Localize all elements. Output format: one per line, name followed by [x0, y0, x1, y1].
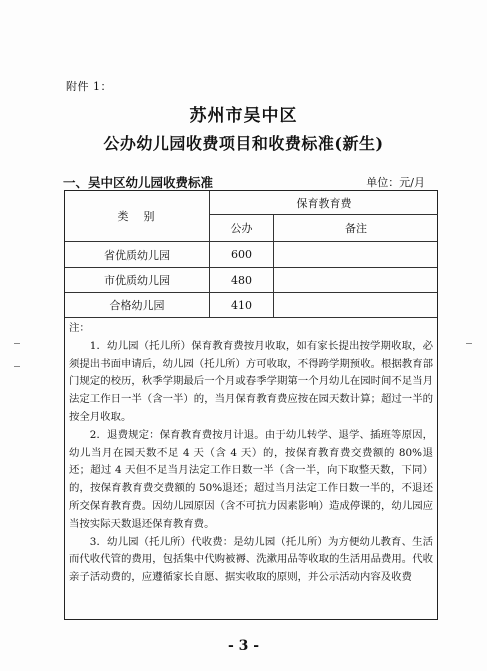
category-header: 类 别 — [117, 210, 157, 223]
row-public-fee: 480 — [231, 273, 252, 287]
row-remark — [274, 293, 438, 317]
scan-mark — [14, 343, 20, 344]
remark-header: 备注 — [345, 222, 367, 235]
page-number: - 3 - — [227, 638, 260, 654]
row-public-fee: 410 — [231, 298, 252, 312]
notes-block — [69, 320, 433, 587]
row-category: 合格幼儿园 — [109, 299, 165, 312]
row-remark — [274, 242, 438, 267]
row-category: 省优质幼儿园 — [104, 248, 170, 262]
note-paragraph-3: 3．幼儿园（托儿所）代收费：是幼儿园（托儿所）为方便幼儿教育、生活而代收代管的费用，包括集中代购被褥、洗漱用品等收取的生活用品费用。代收亲子活动费的，应遵循家长自愿、据实收取的原则，并公示活动内容及收费 — [69, 535, 433, 584]
note-paragraph-2: 2．退费规定：保育教育费按月计退。由于幼儿转学、退学、插班等原因，幼儿当月在园天数不足 4 天（含 4 天）的，按保育教育费交费额的 80%退还；超过 4 天但不足当月法定工作日数一半（含一半，向下取整天数，下同）的，按保育教育费交费额的 50%退还；超过当月法定工作日数一半的，不退还所交保育教育费。因幼儿园原因（含不可抗力因素影响）造成停课的，幼儿园应当按实际天数退还保育教育费。 — [69, 428, 433, 530]
table-divider — [65, 317, 437, 318]
public-header: 公办 — [230, 222, 253, 235]
document-title-line1: 苏州市吴中区 — [189, 106, 298, 126]
row-public-fee: 600 — [231, 248, 252, 261]
scan-mark — [14, 366, 20, 367]
unit-label: 单位：元/月 — [366, 176, 425, 189]
attachment-label: 附件 1： — [66, 80, 112, 93]
section-heading: 一、吴中区幼儿园收费标准 — [63, 175, 214, 190]
document-title-line2: 公办幼儿园收费项目和收费标准(新生) — [103, 134, 384, 153]
notes-label: 注： — [69, 322, 90, 334]
row-category: 市优质幼儿园 — [104, 274, 170, 287]
scan-mark — [466, 343, 472, 344]
fee-group-header: 保育教育费 — [296, 196, 352, 210]
note-paragraph-1: 1．幼儿园（托儿所）保育教育费按月收取，如有家长提出按学期收取，必须提出书面申请后，幼儿园（托儿所）方可收取，不得跨学期预收。根据教育部门规定的校历，秋季学期最后一个月或春季学期第一个月幼儿在园时间不足当月法定工作日一半（含一半）的，当月保育教育费应按在园天数计算；超过一半的按全月收取。 — [69, 339, 433, 423]
fee-table — [64, 190, 438, 620]
row-remark — [274, 268, 438, 292]
